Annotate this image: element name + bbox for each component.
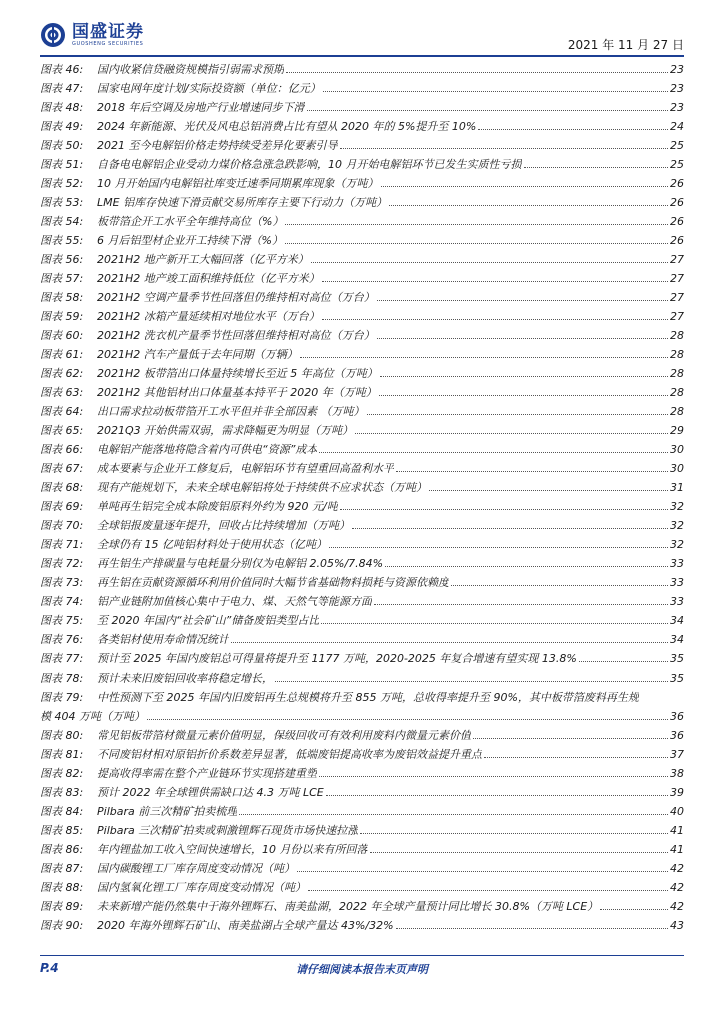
toc-entry-title: 2021Q3 开始供需双弱，需求降幅更为明显（万吨） — [97, 424, 354, 438]
toc-entry-page: 28 — [670, 367, 684, 381]
toc-entry-title: 预计至 2025 年国内废铝总可得量将提升至 1177 万吨，2020-2025 年复合增速有望实现 13.8% — [97, 652, 577, 666]
dot-leader — [381, 186, 669, 187]
brand-name: 国盛证券 — [72, 21, 144, 42]
toc-entry-label: 图表 80: — [40, 728, 84, 742]
toc-entry[interactable] — [40, 746, 684, 765]
toc-entry-title: 各类铝材使用寿命情况统计 — [97, 633, 229, 647]
toc-entry-title-cont: 模 404 万吨（万吨） — [40, 709, 145, 723]
dot-leader — [379, 395, 668, 396]
dot-leader — [340, 509, 668, 510]
dot-leader — [311, 262, 668, 263]
toc-entry-page: 24 — [670, 120, 684, 134]
toc-entry-label: 图表 81: — [40, 747, 84, 761]
dot-leader — [300, 357, 668, 358]
toc-entry[interactable] — [40, 727, 684, 746]
page-number: P.4 — [40, 961, 59, 975]
dot-leader — [385, 566, 668, 567]
toc-entry[interactable] — [40, 593, 684, 612]
dot-leader — [285, 243, 668, 244]
toc-entry-page: 26 — [670, 234, 684, 248]
toc-entry[interactable] — [40, 612, 684, 631]
table-of-figures — [40, 61, 684, 936]
toc-entry-title: Pilbara 前三次精矿拍卖梳理 — [97, 804, 238, 818]
toc-entry-page: 34 — [670, 633, 684, 647]
dot-leader — [374, 604, 668, 605]
toc-entry[interactable] — [40, 61, 684, 80]
toc-entry-page: 27 — [670, 272, 684, 286]
dot-leader — [451, 585, 668, 586]
toc-entry[interactable] — [40, 879, 684, 898]
toc-entry[interactable] — [40, 99, 684, 118]
toc-entry[interactable] — [40, 574, 684, 593]
toc-entry-page: 32 — [670, 538, 684, 552]
toc-entry-page: 33 — [670, 576, 684, 590]
dot-leader — [389, 205, 668, 206]
toc-entry-page: 35 — [670, 652, 684, 666]
brand-subtitle: GUOSHENG SECURITIES — [72, 40, 144, 47]
toc-entry-label: 图表 60: — [40, 329, 84, 343]
dot-leader — [285, 224, 668, 225]
toc-entry-title: 提高收得率需在整个产业链环节实现搭建重塑 — [97, 766, 317, 780]
toc-entry-title: 电解铝产能落地将隐含着内可供电“资源”成本 — [97, 443, 318, 457]
toc-entry-title: 现有产能规划下，未来全球电解铝将处于持续供不应求状态（万吨） — [97, 481, 427, 495]
toc-entry-title: 2021H2 地产竣工面积维持低位（亿平方米） — [97, 272, 320, 286]
logo-emblem-icon — [40, 22, 66, 48]
toc-entry-title: 单吨再生铝完全成本除废铝原料外约为 920 元/吨 — [97, 500, 338, 514]
toc-entry-title: 未来新增产能仍然集中于海外锂辉石、南美盐湖，2022 年全球产量预计同比增长 30.8%（万吨 LCE） — [97, 899, 599, 913]
toc-entry-page: 23 — [670, 63, 684, 76]
toc-entry-label: 图表 56: — [40, 253, 84, 267]
toc-entry-title: 铝产业链附加值核心集中于电力、煤、天然气等能源方面 — [97, 595, 372, 609]
toc-entry-page: 30 — [670, 462, 684, 476]
toc-entry-title: 至 2020 年国内“社会矿山”储备废铝类型占比 — [97, 614, 320, 628]
toc-entry-title: 国内收紧信贷融资规模指引弱需求预期 — [97, 63, 284, 76]
toc-entry-page: 40 — [670, 804, 684, 818]
toc-entry-label: 图表 77: — [40, 652, 84, 666]
toc-entry-title: 不同废铝材相对原铝折价系数差异显著，低端废铝提高收率为废铝效益提升重点 — [97, 747, 482, 761]
dot-leader — [322, 281, 668, 282]
toc-entry-page: 41 — [670, 823, 684, 837]
toc-entry-title: 自备电电解铝企业受动力煤价格急涨急跌影响，10 月开始电解铝环节已发生实质性亏损 — [97, 158, 522, 172]
toc-entry-title: 10 月开始国内电解铝社库变迁速季同期累库现象（万吨） — [97, 177, 379, 191]
toc-entry-label: 图表 52: — [40, 177, 84, 191]
toc-entry-page: 28 — [670, 348, 684, 362]
dot-leader — [484, 757, 668, 758]
toc-entry-label: 图表 70: — [40, 519, 84, 533]
toc-entry[interactable] — [40, 80, 684, 99]
toc-entry-title: 2018 年后空调及房地产行业增速同步下滑 — [97, 101, 305, 115]
toc-entry-page: 28 — [670, 405, 684, 419]
toc-entry-label: 图表 67: — [40, 462, 84, 476]
toc-entry-label: 图表 62: — [40, 367, 84, 381]
header-divider — [40, 55, 684, 57]
toc-entry-label: 图表 74: — [40, 595, 84, 609]
toc-entry-title: 常见铝板带箔材微量元素价值明显，保级回收可有效利用废料内微量元素价值 — [97, 728, 471, 742]
toc-entry-page: 27 — [670, 310, 684, 324]
toc-entry[interactable] — [40, 270, 684, 289]
toc-entry-label: 图表 82: — [40, 766, 84, 780]
toc-entry[interactable] — [40, 289, 684, 308]
toc-entry-page: 31 — [670, 481, 684, 495]
toc-entry[interactable] — [40, 860, 684, 879]
dot-leader — [396, 471, 668, 472]
toc-entry-title: LME 铝库存快速下滑贡献交易所库存主要下行动力（万吨） — [97, 196, 388, 210]
toc-entry-title: 2021H2 冰箱产量延续相对地位水平（万台） — [97, 310, 320, 324]
dot-leader — [380, 376, 668, 377]
toc-entry-title: 板带箔企开工水平全年维持高位（%） — [97, 215, 284, 229]
dot-leader — [524, 167, 669, 168]
toc-entry-label: 图表 89: — [40, 899, 84, 913]
toc-entry[interactable] — [40, 137, 684, 156]
toc-entry[interactable] — [40, 175, 684, 194]
toc-entry-page: 27 — [670, 291, 684, 305]
dot-leader — [297, 871, 668, 872]
toc-entry[interactable] — [40, 498, 684, 517]
dot-leader — [307, 110, 669, 111]
toc-entry-page: 25 — [670, 139, 684, 153]
toc-entry-title: 6 月后铝型材企业开工持续下滑（%） — [97, 234, 283, 248]
toc-entry-title: 全球铝报废量逐年提升，回收占比持续增加（万吨） — [97, 519, 350, 533]
toc-entry-title: 成本要素与企业开工修复后，电解铝环节有望重回高盈利水平 — [97, 462, 394, 476]
toc-entry-title: 中性预测下至 2025 年国内旧废铝再生总规模将升至 855 万吨，总收得率提升至 90%，其中板带箔废料再生规 — [97, 690, 639, 704]
toc-entry-page: 34 — [670, 614, 684, 628]
toc-entry[interactable] — [40, 251, 684, 270]
dot-leader — [319, 776, 668, 777]
toc-entry[interactable] — [40, 422, 684, 441]
toc-entry-label: 图表 47: — [40, 82, 84, 96]
toc-entry-label: 图表 69: — [40, 500, 84, 514]
toc-entry-title: 2021H2 空调产量季节性回落但仍维持相对高位（万台） — [97, 291, 375, 305]
company-logo — [40, 22, 144, 48]
toc-entry[interactable] — [40, 822, 684, 841]
toc-entry-page: 28 — [670, 329, 684, 343]
toc-entry-page: 28 — [670, 386, 684, 400]
toc-entry-page: 36 — [670, 709, 684, 723]
toc-entry-page: 43 — [670, 918, 684, 932]
toc-entry-page: 42 — [670, 899, 684, 913]
toc-entry-label: 图表 50: — [40, 139, 84, 153]
toc-entry-page: 32 — [670, 519, 684, 533]
toc-entry-title: 2021H2 其他铝材出口体量基本持平于 2020 年（万吨） — [97, 386, 377, 400]
toc-entry[interactable] — [40, 784, 684, 803]
toc-entry-label: 图表 51: — [40, 158, 84, 172]
dot-leader — [239, 814, 668, 815]
toc-entry-page: 29 — [670, 424, 684, 438]
toc-entry-title: 2021H2 地产新开工大幅回落（亿平方米） — [97, 253, 309, 267]
toc-entry-label: 图表 68: — [40, 481, 84, 495]
toc-entry-label: 图表 73: — [40, 576, 84, 590]
toc-entry[interactable] — [40, 765, 684, 784]
toc-entry-label: 图表 87: — [40, 861, 84, 875]
dot-leader — [326, 795, 668, 796]
toc-entry-page: 37 — [670, 747, 684, 761]
toc-entry[interactable] — [40, 803, 684, 822]
toc-entry-page: 26 — [670, 177, 684, 191]
toc-entry-label: 图表 83: — [40, 785, 84, 799]
toc-entry[interactable] — [40, 898, 684, 917]
footer-divider — [40, 955, 684, 956]
toc-entry-label: 图表 71: — [40, 538, 84, 552]
dot-leader — [308, 890, 668, 891]
dot-leader — [355, 433, 668, 434]
toc-entry-label: 图表 63: — [40, 386, 84, 400]
toc-entry[interactable] — [40, 213, 684, 232]
toc-entry-page: 41 — [670, 842, 684, 856]
toc-entry-title: 预计未来旧废铝回收率将稳定增长， — [97, 671, 273, 685]
toc-entry[interactable] — [40, 460, 684, 479]
toc-entry-page: 32 — [670, 500, 684, 514]
dot-leader — [231, 642, 668, 643]
dot-leader — [275, 681, 668, 682]
dot-leader — [352, 528, 668, 529]
toc-entry[interactable] — [40, 156, 684, 175]
toc-entry[interactable] — [40, 384, 684, 403]
dot-leader — [321, 623, 668, 624]
toc-entry-label: 图表 49: — [40, 120, 84, 134]
dot-leader — [367, 414, 669, 415]
toc-entry-label: 图表 55: — [40, 234, 84, 248]
toc-entry[interactable] — [40, 670, 684, 689]
dot-leader — [396, 928, 668, 929]
toc-entry-page: 33 — [670, 557, 684, 571]
toc-entry-title: Pilbara 三次精矿拍卖或刺激锂辉石现货市场快速拉涨 — [97, 823, 359, 837]
dot-leader — [473, 738, 668, 739]
toc-entry[interactable] — [40, 555, 684, 574]
toc-entry[interactable] — [40, 403, 684, 422]
toc-entry[interactable] — [40, 917, 684, 936]
dot-leader — [370, 852, 669, 853]
toc-entry[interactable] — [40, 441, 684, 460]
toc-entry-title: 2021 至今电解铝价格走势持续受差异化要素引导 — [97, 139, 338, 153]
dot-leader — [360, 833, 668, 834]
toc-entry-continuation[interactable] — [40, 708, 684, 727]
toc-entry[interactable] — [40, 650, 684, 669]
dot-leader — [323, 91, 668, 92]
toc-entry[interactable] — [40, 346, 684, 365]
toc-entry-label: 图表 54: — [40, 215, 84, 229]
toc-entry-title: 2021H2 板带箔出口体量持续增长至近 5 年高位（万吨） — [97, 367, 378, 381]
dot-leader — [147, 719, 668, 720]
dot-leader — [286, 72, 668, 73]
toc-entry-page: 25 — [670, 158, 684, 172]
toc-entry-page: 23 — [670, 82, 684, 96]
dot-leader — [340, 148, 669, 149]
report-date: 2021 年 11 月 27 日 — [567, 38, 684, 52]
toc-entry-label: 图表 86: — [40, 842, 84, 856]
dot-leader — [377, 300, 668, 301]
toc-entry-page: 39 — [670, 785, 684, 799]
toc-entry-label: 图表 85: — [40, 823, 84, 837]
page-header — [40, 22, 684, 52]
toc-entry-label: 图表 79: — [40, 690, 84, 704]
toc-entry-label: 图表 66: — [40, 443, 84, 457]
dot-leader — [478, 129, 668, 130]
toc-entry-label: 图表 65: — [40, 424, 84, 438]
toc-entry-label: 图表 53: — [40, 196, 84, 210]
toc-entry-title: 2020 年海外锂辉石矿山、南美盐湖占全球产量达 43%/32% — [97, 918, 394, 932]
dot-leader — [377, 338, 668, 339]
toc-entry[interactable] — [40, 517, 684, 536]
disclaimer-notice: 请仔细阅读本报告末页声明 — [296, 963, 428, 976]
toc-entry[interactable] — [40, 118, 684, 137]
toc-entry-title: 出口需求拉动板带箔开工水平但并非全部因素 （万吨） — [97, 405, 365, 419]
toc-entry-page: 27 — [670, 253, 684, 267]
toc-entry-title: 2021H2 洗衣机产量季节性回落但维持相对高位（万台） — [97, 329, 375, 343]
dot-leader — [600, 909, 668, 910]
toc-entry-title: 2021H2 汽车产量低于去年同期（万辆） — [97, 348, 298, 362]
toc-entry-title: 国家电网年度计划/实际投资额（单位：亿元） — [97, 82, 321, 96]
toc-entry-page: 42 — [670, 861, 684, 875]
toc-entry-page: 42 — [670, 880, 684, 894]
toc-entry-title: 年内锂盐加工收入空间快速增长，10 月份以来有所回落 — [97, 842, 368, 856]
toc-entry[interactable] — [40, 479, 684, 498]
toc-entry-title: 2024 年新能源、光伏及风电总铝消费占比有望从 2020 年的 5%提升至 10% — [97, 120, 477, 134]
toc-entry[interactable] — [40, 308, 684, 327]
dot-leader — [322, 319, 668, 320]
toc-entry-page: 30 — [670, 443, 684, 457]
toc-entry[interactable] — [40, 232, 684, 251]
toc-entry-label: 图表 84: — [40, 804, 84, 818]
toc-entry-label: 图表 90: — [40, 918, 84, 932]
toc-entry[interactable] — [40, 841, 684, 860]
toc-entry[interactable] — [40, 631, 684, 650]
toc-entry-title: 再生铝生产排碳量与电耗量分别仅为电解铝 2.05%/7.84% — [97, 557, 384, 571]
toc-entry-label: 图表 64: — [40, 405, 84, 419]
toc-entry-page: 23 — [670, 101, 684, 115]
toc-entry-title: 预计 2022 年全球锂供需缺口达 4.3 万吨 LCE — [97, 785, 324, 799]
toc-entry[interactable] — [40, 194, 684, 213]
toc-entry-label: 图表 76: — [40, 633, 84, 647]
toc-entry-page: 26 — [670, 196, 684, 210]
toc-entry[interactable] — [40, 327, 684, 346]
toc-entry-label: 图表 57: — [40, 272, 84, 286]
toc-entry-label: 图表 75: — [40, 614, 84, 628]
toc-entry-label: 图表 61: — [40, 348, 84, 362]
toc-entry-title: 全球仍有 15 亿吨铝材料处于使用状态（亿吨） — [97, 538, 327, 552]
toc-entry-label: 图表 88: — [40, 880, 84, 894]
toc-entry-label: 图表 48: — [40, 101, 84, 115]
toc-entry[interactable] — [40, 536, 684, 555]
toc-entry-label: 图表 58: — [40, 291, 84, 305]
toc-entry-page: 38 — [670, 766, 684, 780]
toc-entry-label: 图表 72: — [40, 557, 84, 571]
toc-entry-page: 36 — [670, 728, 684, 742]
toc-entry-page: 26 — [670, 215, 684, 229]
toc-entry-label: 图表 59: — [40, 310, 84, 324]
toc-entry-page: 35 — [670, 671, 684, 685]
dot-leader — [329, 547, 668, 548]
dot-leader — [579, 661, 668, 662]
toc-entry-title: 国内氢氧化锂工厂库存周度变动情况（吨） — [97, 880, 306, 894]
toc-entry-title: 国内碳酸锂工厂库存周度变动情况（吨） — [97, 861, 295, 875]
dot-leader — [319, 452, 668, 453]
toc-entry-label: 图表 46: — [40, 63, 84, 76]
dot-leader — [429, 490, 668, 491]
toc-entry-page: 33 — [670, 595, 684, 609]
toc-entry[interactable] — [40, 365, 684, 384]
toc-entry-title: 再生铝在贡献资源循环利用价值同时大幅节省基础物料损耗与资源依赖度 — [97, 576, 449, 590]
toc-entry-label: 图表 78: — [40, 671, 84, 685]
toc-entry[interactable] — [40, 689, 684, 708]
